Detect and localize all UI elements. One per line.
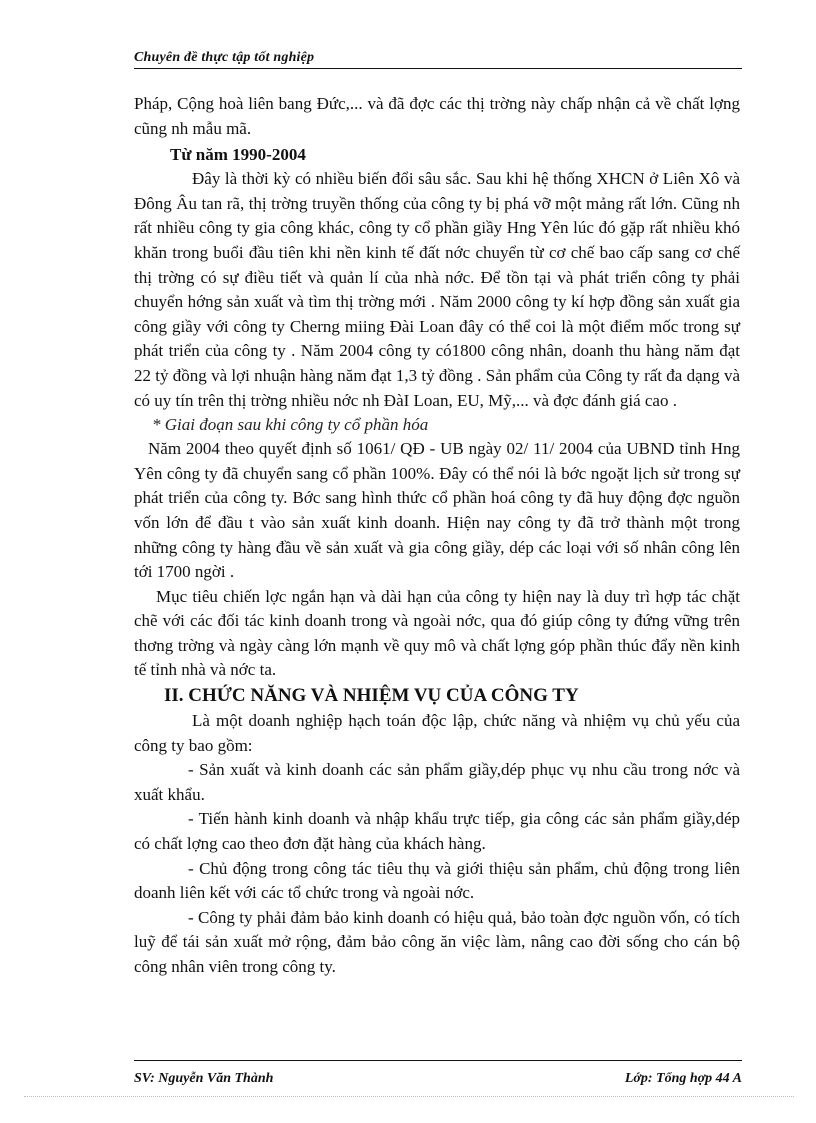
page-footer <box>134 1060 742 1087</box>
list-item-efficiency: - Công ty phải đảm bảo kinh doanh có hiệu quả, bảo toàn đợc nguồn vốn, có tích luỹ để tái sản xuất mở rộng, đảm bảo công ăn việc làm, nâng cao đời sống cho cán bộ công nhân viên trong công ty. <box>134 907 740 976</box>
equitization-heading: * Giai đoạn sau khi công ty cổ phần hóa <box>152 415 429 435</box>
page-bottom-divider <box>24 1096 794 1097</box>
document-body <box>134 92 740 980</box>
class-name: Lớp: Tổng hợp 44 A <box>624 1071 742 1086</box>
paragraph-equitization: Năm 2004 theo quyết định số 1061/ QĐ - UB ngày 02/ 11/ 2004 của UBND tỉnh Hng Yên công ty đã chuyển sang cổ phần 100%. Đây có thể nói là bớc ngoặt lịch sử trong sự phát triển của công ty. Bớc sang hình thức cổ phần hoá công ty đã huy động đợc nguồn vốn lớn để đầu t vào sản xuất kinh doanh. Hiện nay công ty đã trở thành một trong những công ty hàng đầu về sản xuất và gia công giầy, dép các loại với số nhân công lên tới 1700 ngời . <box>134 439 740 582</box>
list-item-production: - Sản xuất và kinh doanh các sản phẩm giầy,dép phục vụ nhu cầu trong nớc và xuất khẩu. <box>134 760 740 804</box>
student-name: SV: Nguyễn Văn Thành <box>134 1071 274 1086</box>
paragraph-intro-continuation: Pháp, Cộng hoà liên bang Đức,... và đã đợc các thị trờng này chấp nhận cả về chất lợng cũng nh mẫu mã. <box>134 94 740 138</box>
paragraph-functions-intro: Là một doanh nghiệp hạch toán độc lập, chức năng và nhiệm vụ chủ yếu của công ty bao gồm: <box>134 711 740 755</box>
header-title: Chuyên đề thực tập tốt nghiệp <box>134 50 315 65</box>
section-heading-functions: II. CHỨC NĂNG VÀ NHIỆM VỤ CỦA CÔNG TY <box>164 685 579 707</box>
paragraph-strategic-goals: Mục tiêu chiến lợc ngắn hạn và dài hạn của công ty hiện nay là duy trì hợp tác chặt chẽ với các đối tác kinh doanh trong và ngoài nớc, qua đó giúp công ty đứng vững trên thơng trờng và ngày càng lớn mạnh về quy mô và chất lợng góp phần thúc đẩy nền kinh tế tỉnh nhà và nớc ta. <box>134 586 740 680</box>
list-item-marketing: - Chủ động trong công tác tiêu thụ và giới thiệu sản phẩm, chủ động trong liên doanh liên kết với các tổ chức trong và ngoài nớc. <box>134 858 740 903</box>
period-heading: Từ năm 1990-2004 <box>170 145 306 165</box>
paragraph-period-1990-2004: Đây là thời kỳ có nhiều biến đổi sâu sắc. Sau khi hệ thống XHCN ở Liên Xô và Đông Âu tan rã, thị trờng truyền thống của công ty bị phá vỡ một mảng rất lớn. Cũng nh rất nhiều công ty gia công khác, công ty cổ phần giầy Hng Yên lúc đó gặp rất nhiều khó khăn trong buổi đầu tiên khi nền kinh tế đất nớc chuyển từ cơ chế bao cấp sang cơ chế thị trờng có sự điều tiết và quản lí của nhà nớc. Để tồn tại và phát triển công ty phải chuyển hớng sản xuất và tìm thị trờng mới . Năm 2000 công ty kí hợp đồng sản xuất gia công giầy với công ty Cherng miing Đài Loan đây có thể coi là một điểm mốc trong sự phát triển của công ty . Năm 2004 công ty có1800 công nhân, doanh thu hàng năm đạt 22 tỷ đồng và lợi nhuận hàng năm đạt 1,3 tỷ đồng . Sản phẩm của Công ty rất đa dạng và có uy tín trên thị trờng nhiều nớc nh ĐàI Loan, EU, Mỹ,... và đợc đánh giá cao . <box>134 169 740 410</box>
page-header <box>134 48 742 69</box>
list-item-import: - Tiến hành kinh doanh và nhập khẩu trực tiếp, gia công các sản phẩm giầy,dép có chất lợng cao theo đơn đặt hàng của khách hàng. <box>134 809 740 854</box>
